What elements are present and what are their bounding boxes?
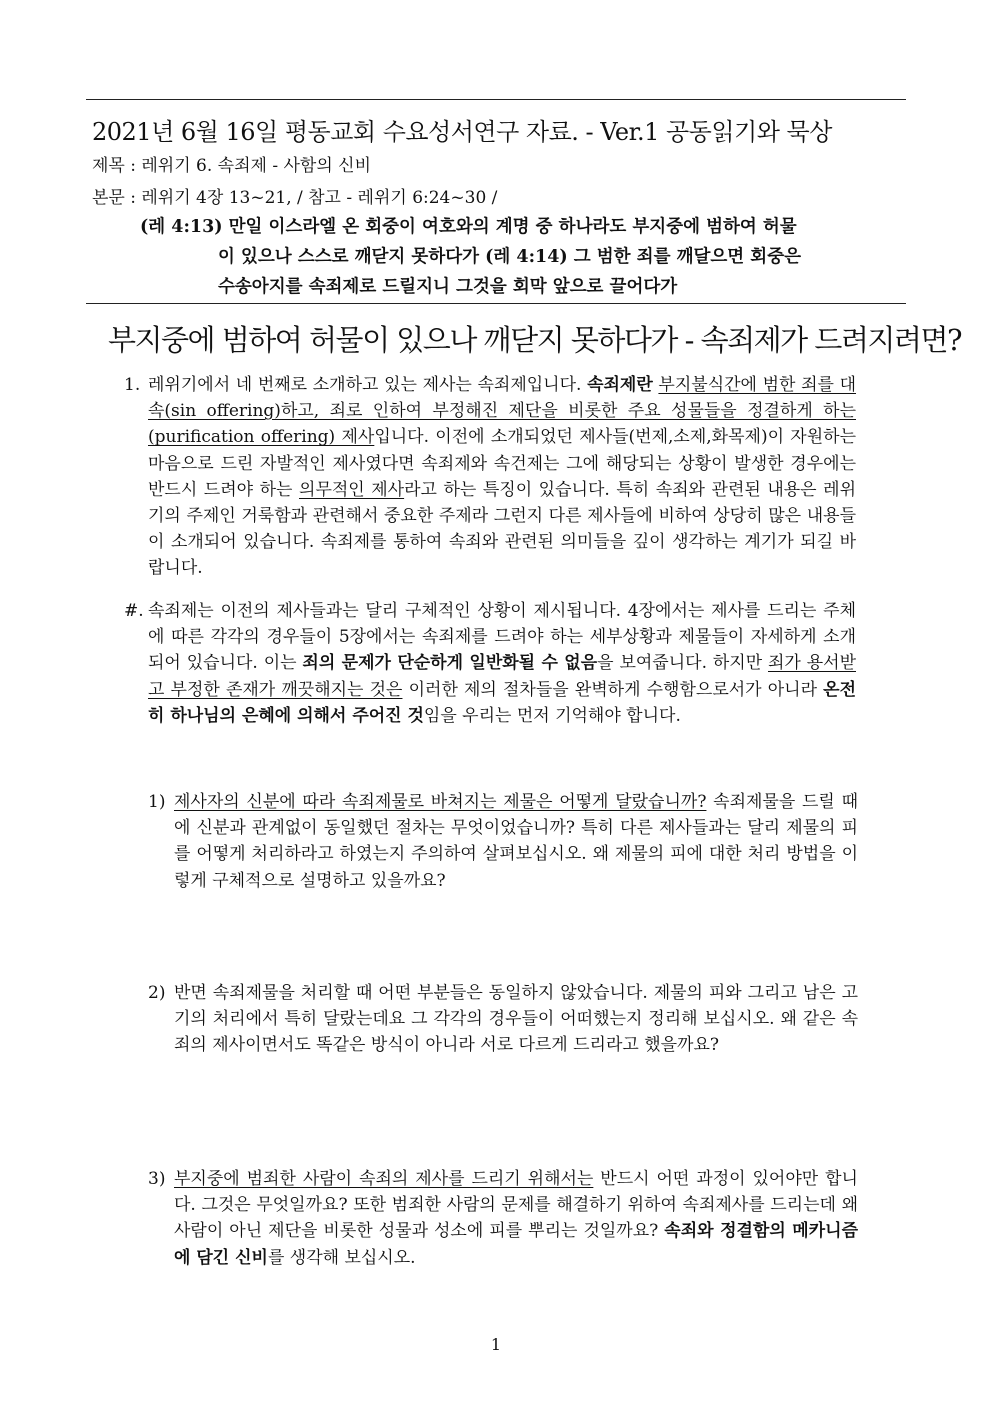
- verse-line-2: 이 있으나 스스로 깨닫지 못하다가 (레 4:14) 그 범한 죄를 깨달으면 회중은: [218, 247, 802, 267]
- paragraph-1-underline-2: 의무적인 제사: [299, 479, 405, 500]
- document-title: 2021년 6월 16일 평동교회 수요성서연구 자료. - Ver.1 공동읽기와 묵상: [92, 118, 832, 146]
- subject-line: 제목 : 레위기 6. 속죄제 - 사함의 신비: [92, 156, 372, 176]
- question-3-tail: 를 생각해 보십시오.: [267, 1247, 416, 1268]
- verse-line-3: 수송아지를 속죄제로 드릴지니 그것을 회막 앞으로 끌어다가: [218, 277, 678, 297]
- header-bottom-rule: [86, 303, 906, 304]
- paragraph-1: [124, 372, 857, 582]
- paragraph-1-text: 레위기에서 네 번째로 소개하고 있는 제사는 속죄제입니다.: [148, 375, 588, 395]
- paragraph-2-text: 속죄제는 이전의 제사들과는 달리 구체적인 상황이 제시됩니다. 4장에서는 제사를 드리는 주체에 따른 각각의 경우들이 5장에서는 속죄제를 드려야 하는 세부상황과 제물들이 자세하게 소개되어 있습니다. 이는: [148, 601, 856, 674]
- paragraph-2-underline: 죄가 용서받고 부정한 존재가 깨끗해지는 것은: [148, 653, 856, 700]
- paragraph-1-bold: 속죄제란: [587, 375, 653, 395]
- question-1: [148, 789, 858, 894]
- paragraph-2: [124, 598, 856, 729]
- question-3-underline: 부지중에 범죄한 사람이 속죄의 제사를 드리기 위해서는: [174, 1169, 594, 1189]
- paragraph-2-text-4: 임을 우리는 먼저 기억해야 합니다.: [423, 705, 681, 726]
- question-1-number: 1): [148, 792, 166, 812]
- paragraph-1-number: 1.: [124, 375, 141, 395]
- scripture-reference: 본문 : 레위기 4장 13~21, / 참고 - 레위기 6:24~30 /: [92, 188, 498, 208]
- paragraph-2-text-2: 을 보여줍니다. 하지만: [597, 653, 768, 674]
- question-1-underline: 제사자의 신분에 따라 속죄제물로 바쳐지는 제물은 어떻게 달랐습니까?: [174, 792, 707, 812]
- question-3-bold: 속죄와 정결함의 메카니즘에 담긴 신비: [174, 1221, 858, 1268]
- paragraph-2-bold: 죄의 문제가 단순하게 일반화될 수 없음: [302, 653, 598, 674]
- paragraph-2-text-3: 이러한 제의 절차들을 완벽하게 수행함으로서가 아니라: [402, 679, 824, 700]
- verse-line-1: (레 4:13) 만일 이스라엘 온 회중이 여호와의 계명 중 하나라도 부지중에 범하여 허물: [140, 217, 797, 237]
- paragraph-2-bold-2: 온전히 하나님의 은혜에 의해서 주어진 것: [148, 679, 856, 726]
- scripture-quote: [140, 212, 860, 302]
- question-3-number: 3): [148, 1169, 166, 1189]
- section-title: 부지중에 범하여 허물이 있으나 깨닫지 못하다가 - 속죄제가 드려지려면?: [108, 323, 961, 357]
- question-2-number: 2): [148, 983, 166, 1003]
- paragraph-1-text-3: 라고 하는 특징이 있습니다. 특히 속죄와 관련된 내용은 레위기의 주제인 거룩함과 관련해서 중요한 주제라 그런지 다른 제사들에 비하여 상당히 많은 내용들이 소개되어 있습니다. 속죄제를 통하여 속죄와 관련된 의미들을 깊이 생각하는 계기가 되길 바랍니다.: [148, 479, 856, 579]
- paragraph-1-text-2: 입니다. 이전에 소개되었던 제사들(번제,소제,화목제)이 자원하는 마음으로 드린 자발적인 제사였다면 속죄제와 속건제는 그에 해당되는 상황이 발생한 경우에는 반드시 드려야 하는: [148, 427, 856, 500]
- header-top-rule: [86, 99, 906, 100]
- question-3-text: 반드시 어떤 과정이 있어야만 합니다. 그것은 무엇일까요? 또한 범죄한 사람의 문제를 해결하기 위하여 속죄제사를 드리는데 왜 사람이 아닌 제단을 비롯한 성물과 성소에 피를 뿌리는 것일까요?: [174, 1169, 858, 1242]
- paragraph-1-underline: 부지불식간에 범한 죄를 대속(sin offering)하고, 죄로 인하여 부정해진 제단을 비롯한 주요 성물들을 정결하게 하는(purification offering) 제사: [148, 375, 857, 448]
- question-3: [148, 1166, 858, 1271]
- question-2: [148, 980, 858, 1059]
- page-number: 1: [490, 1335, 502, 1354]
- question-1-text: 속죄제물을 드릴 때에 신분과 관계없이 동일했던 절차는 무엇이었습니까? 특히 다른 제사들과는 달리 제물의 피를 어떻게 처리하라고 하였는지 주의하여 살펴보십시오. 왜 제물의 피에 대한 처리 방법을 이렇게 구체적으로 설명하고 있을까요?: [174, 792, 858, 891]
- paragraph-2-marker: #.: [124, 601, 144, 621]
- question-2-text: 반면 속죄제물을 처리할 때 어떤 부분들은 동일하지 않았습니다. 제물의 피와 그리고 남은 고기의 처리에서 특히 달랐는데요 그 각각의 경우들이 어떠했는지 정리해 보십시오. 왜 같은 속죄의 제사이면서도 똑같은 방식이 아니라 서로 다르게 드리라고 했을까요?: [174, 983, 858, 1056]
